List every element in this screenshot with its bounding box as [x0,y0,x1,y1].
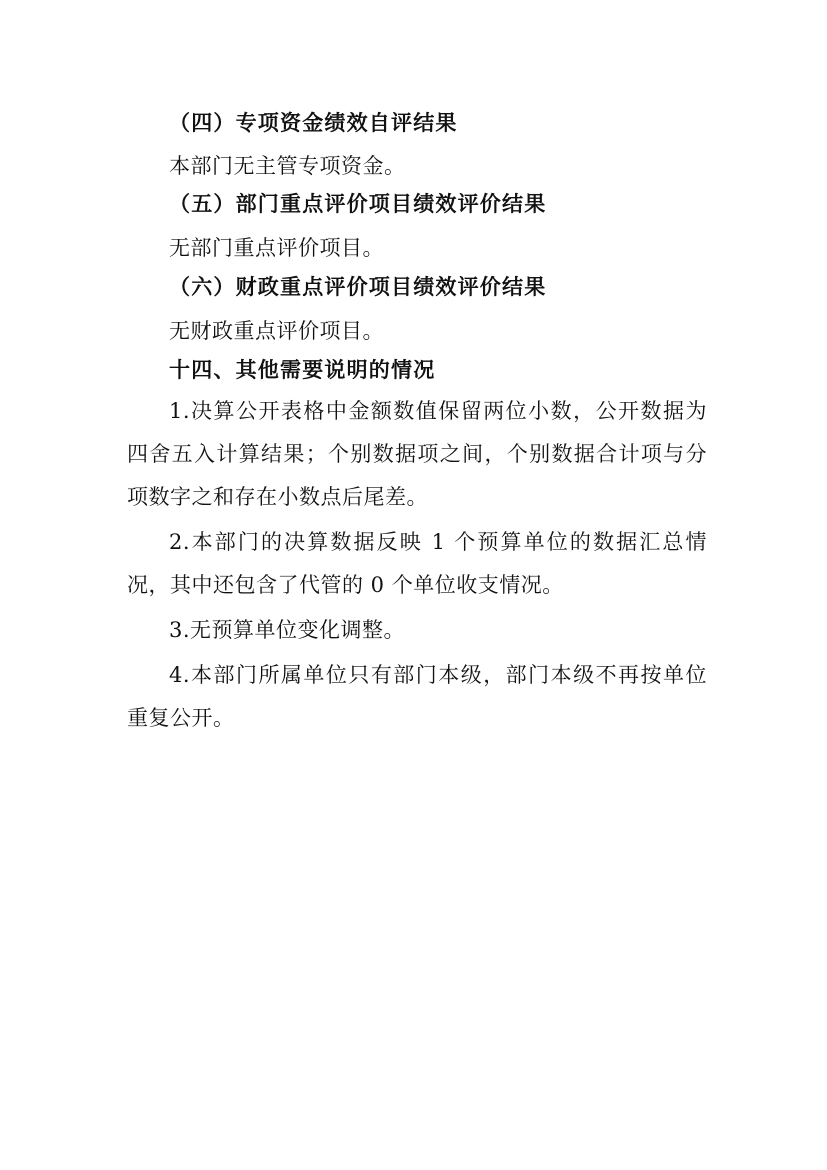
note-1-line-1: 1.决算公开表格中金额数值保留两位小数，公开数据为 [169,399,707,423]
note-3: 3.无预算单位变化调整。 [169,618,406,642]
note-4-line-1: 4.本部门所属单位只有部门本级，部门本级不再按单位 [169,663,707,687]
text-no-department-key-projects: 无部门重点评价项目。 [169,236,384,260]
heading-special-funds-evaluation: （四）专项资金绩效自评结果 [169,111,458,135]
note-1-line-2: 四舍五入计算结果；个别数据项之间，个别数据合计项与分 [127,442,707,466]
heading-department-key-project-evaluation: （五）部门重点评价项目绩效评价结果 [169,192,547,216]
section-title-other-notes: 十四、其他需要说明的情况 [169,358,436,382]
note-2-line-2: 况，其中还包含了代管的 0 个单位收支情况。 [127,573,564,597]
heading-finance-key-project-evaluation: （六）财政重点评价项目绩效评价结果 [169,275,547,299]
note-4-line-2: 重复公开。 [127,706,235,730]
note-1-line-3: 项数字之和存在小数点后尾差。 [127,485,428,509]
text-no-finance-key-projects: 无财政重点评价项目。 [169,319,384,343]
text-no-special-funds: 本部门无主管专项资金。 [169,154,406,178]
note-2-line-1: 2.本部门的决算数据反映 1 个预算单位的数据汇总情 [169,530,707,554]
